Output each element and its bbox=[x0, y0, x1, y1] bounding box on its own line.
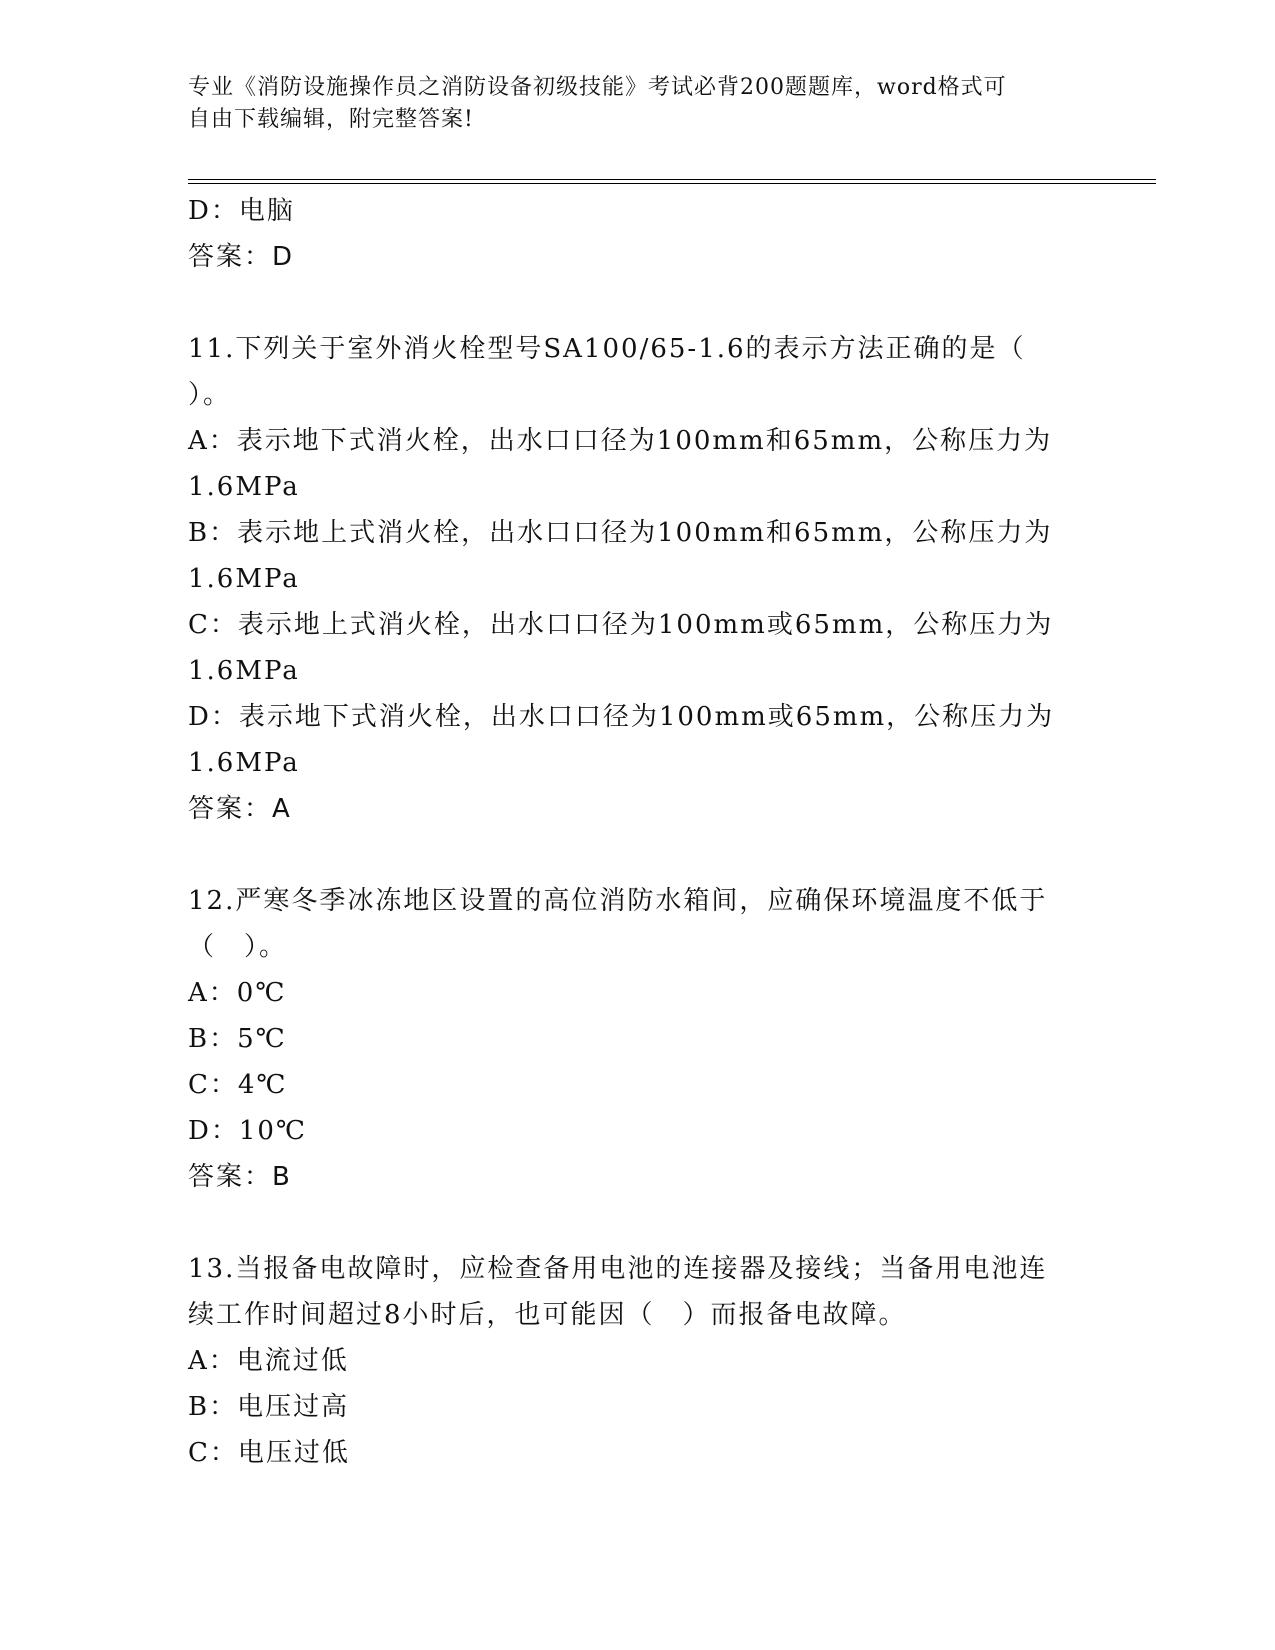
q11-stem-line-2: ）。 bbox=[188, 380, 232, 410]
q13-option-a: A：电流过低 bbox=[188, 1346, 349, 1376]
q11-option-b-line-1: B：表示地上式消火栓，出水口口径为100mm和65mm，公称压力为 bbox=[188, 518, 1053, 548]
q11-option-a-line-2: 1.6MPa bbox=[188, 472, 300, 502]
q12-option-c: C：4℃ bbox=[188, 1070, 288, 1100]
q13-stem-line-2: 续工作时间超过8小时后，也可能因（ ）而报备电故障。 bbox=[188, 1300, 907, 1330]
q11-option-d-line-2: 1.6MPa bbox=[188, 748, 300, 778]
q11-option-c-line-1: C：表示地上式消火栓，出水口口径为100mm或65mm，公称压力为 bbox=[188, 610, 1054, 640]
q11-option-d-line-1: D：表示地下式消火栓，出水口口径为100mm或65mm，公称压力为 bbox=[188, 702, 1055, 732]
q12-stem-line-2: （ ）。 bbox=[188, 932, 288, 962]
q12-option-a: A：0℃ bbox=[188, 978, 287, 1008]
page-header bbox=[188, 72, 1088, 136]
spacer bbox=[188, 832, 1088, 878]
q12-option-b: B：5℃ bbox=[188, 1024, 287, 1054]
q11-option-a-line-1: A：表示地下式消火栓，出水口口径为100mm和65mm，公称压力为 bbox=[188, 426, 1053, 456]
spacer bbox=[188, 1200, 1088, 1246]
q12-answer: 答案：B bbox=[188, 1162, 292, 1192]
header-divider-top bbox=[188, 179, 1156, 180]
q11-answer: 答案：A bbox=[188, 794, 292, 824]
q13-option-b: B：电压过高 bbox=[188, 1392, 350, 1422]
header-line-1: 专业《消防设施操作员之消防设备初级技能》考试必背200题题库，word格式可 bbox=[188, 75, 1007, 100]
q12-stem-line-1: 12.严寒冬季冰冻地区设置的高位消防水箱间，应确保环境温度不低于 bbox=[188, 886, 1048, 916]
document-body bbox=[188, 188, 1088, 1476]
q12-option-d: D：10℃ bbox=[188, 1116, 308, 1146]
header-divider-bottom bbox=[188, 183, 1156, 184]
q11-option-b-line-2: 1.6MPa bbox=[188, 564, 300, 594]
spacer bbox=[188, 280, 1088, 326]
q10-option-d: D：电脑 bbox=[188, 196, 295, 226]
q13-stem-line-1: 13.当报备电故障时，应检查备用电池的连接器及接线；当备用电池连 bbox=[188, 1254, 1048, 1284]
q11-stem-line-1: 11.下列关于室外消火栓型号SA100/65-1.6的表示方法正确的是（ bbox=[188, 334, 1026, 364]
q11-option-c-line-2: 1.6MPa bbox=[188, 656, 300, 686]
header-line-2: 自由下载编辑，附完整答案! bbox=[188, 107, 474, 132]
q13-option-c: C：电压过低 bbox=[188, 1438, 350, 1468]
q10-answer: 答案：D bbox=[188, 242, 295, 272]
